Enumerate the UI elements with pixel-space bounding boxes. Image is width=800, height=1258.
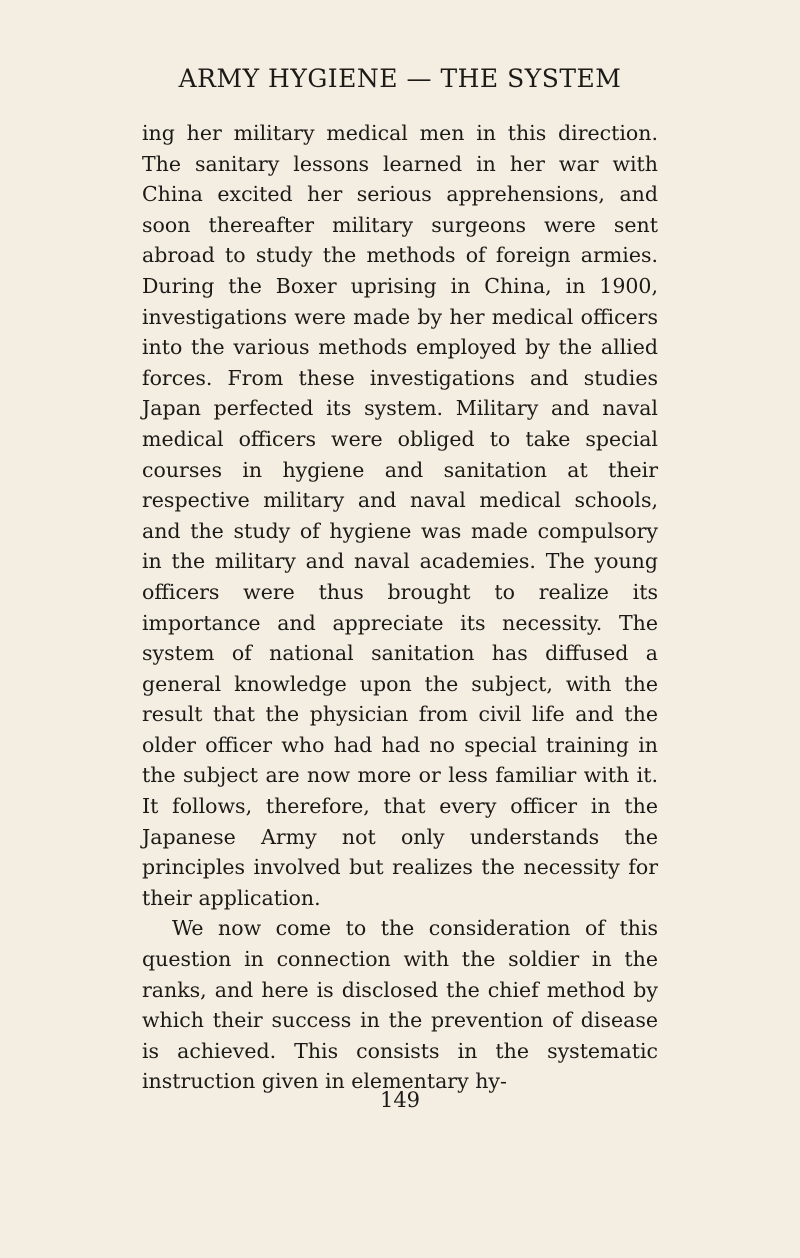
paragraph-2: We now come to the consideration of this question in connection with the soldier in the ranks, and here is disclosed the chief method by which their success in the prevention of disease is achieved. This consists in the systematic instruction given in elementary hy- — [142, 916, 658, 1094]
body-text — [142, 118, 658, 1097]
paragraph-1: ing her military medical men in this direction. The sanitary lessons learned in her war with China excited her serious apprehensions, and soon thereafter military surgeons were sent abroad to study the methods of foreign armies. During the Boxer uprising in China, in 1900, investigations were made by her medical officers into the various methods employed by the allied forces. From these investigations and studies Japan perfected its system. Military and naval medical officers were obliged to take special courses in hygiene and sanitation at their respective military and naval medical schools, and the study of hygiene was made compulsory in the military and naval academies. The young officers were thus brought to realize its importance and appreciate its necessity. The system of national sanitation has diffused a general knowledge upon the subject, with the result that the physician from civil life and the older officer who had had no special training in the subject are now more or less familiar with it. It follows, therefore, that every officer in the Japanese Army not only understands the principles involved but realizes the necessity for their application. — [142, 121, 658, 910]
page-number: 149 — [379, 1088, 421, 1112]
running-head: ARMY HYGIENE — THE SYSTEM — [178, 64, 622, 93]
